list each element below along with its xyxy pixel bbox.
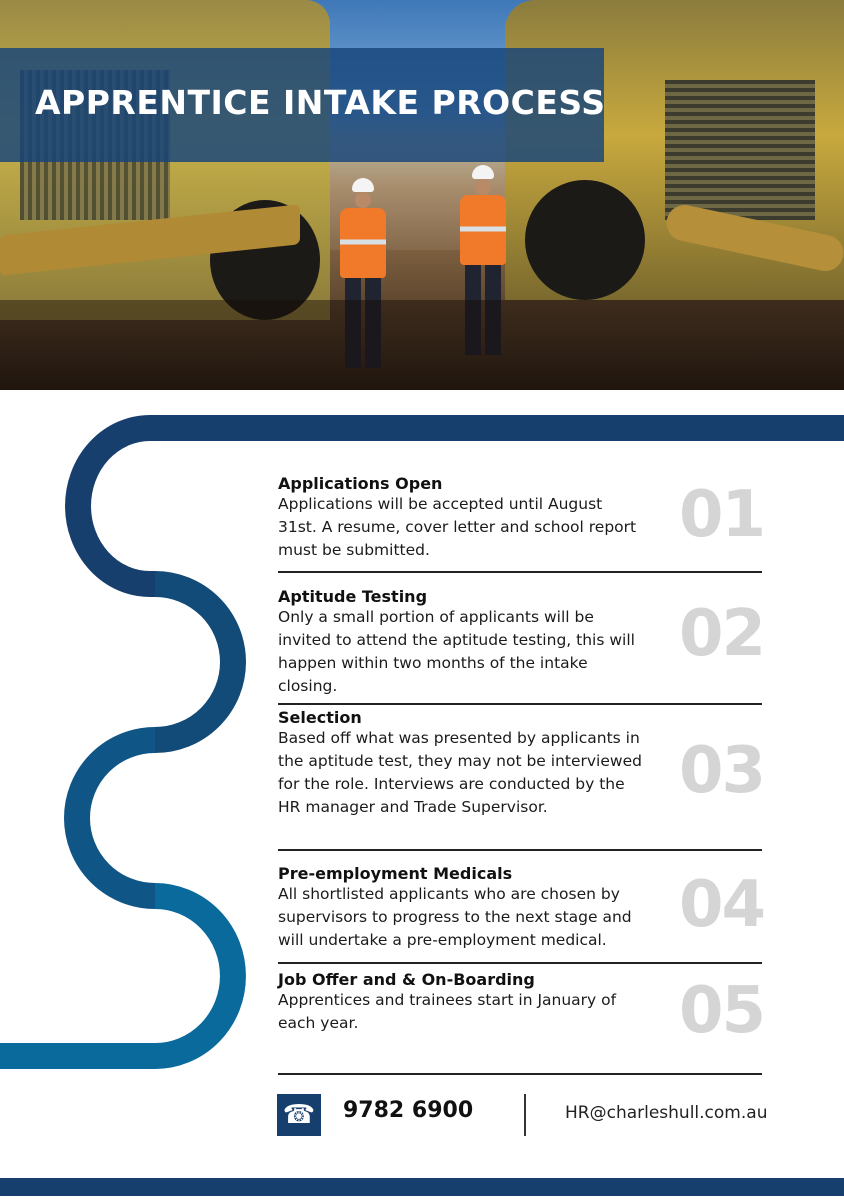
- step-number: 01: [678, 478, 764, 552]
- step-text: Based off what was presented by applicants in the aptitude test, they may not be interviewed for the role. Interviews are conducted by the HR manager and Trade Supervisor.: [278, 729, 642, 816]
- bottom-bar: [0, 1178, 844, 1196]
- process-curve: [0, 410, 260, 1070]
- step-text: Applications will be accepted until August 31st. A resume, cover letter and school report must be submitted.: [278, 495, 637, 559]
- step-divider: [278, 571, 762, 573]
- email-link[interactable]: HR@charleshull.com.au: [565, 1103, 768, 1123]
- step-pre-employment-medicals: [278, 864, 764, 952]
- step-divider: [278, 1073, 762, 1075]
- step-text: Apprentices and trainees start in January of each year.: [278, 991, 617, 1032]
- page-title: APPRENTICE INTAKE PROCESS: [35, 83, 606, 122]
- step-title: Applications Open: [278, 474, 443, 493]
- step-divider: [278, 703, 762, 705]
- step-number: 05: [678, 974, 764, 1048]
- step-title: Aptitude Testing: [278, 587, 428, 606]
- step-aptitude-testing: [278, 587, 764, 698]
- step-number: 02: [678, 597, 764, 671]
- step-title: Job Offer and & On-Boarding: [278, 970, 535, 989]
- phone-number[interactable]: 9782 6900: [343, 1098, 474, 1123]
- step-text: Only a small portion of applicants will be invited to attend the aptitude testing, this will happen within two months of the intake closing.: [278, 608, 635, 695]
- step-selection: [278, 708, 764, 819]
- step-number: 04: [678, 868, 764, 942]
- step-number: 03: [678, 734, 764, 808]
- step-text: All shortlisted applicants who are chosen by supervisors to progress to the next stage and will undertake a pre-employment medical.: [278, 885, 632, 949]
- contact-divider: [524, 1094, 526, 1136]
- phone-icon: ☎: [277, 1094, 321, 1136]
- step-job-offer: [278, 970, 764, 1048]
- step-title: Selection: [278, 708, 362, 727]
- step-applications-open: [278, 474, 764, 562]
- step-divider: [278, 849, 762, 851]
- step-title: Pre-employment Medicals: [278, 864, 513, 883]
- step-divider: [278, 962, 762, 964]
